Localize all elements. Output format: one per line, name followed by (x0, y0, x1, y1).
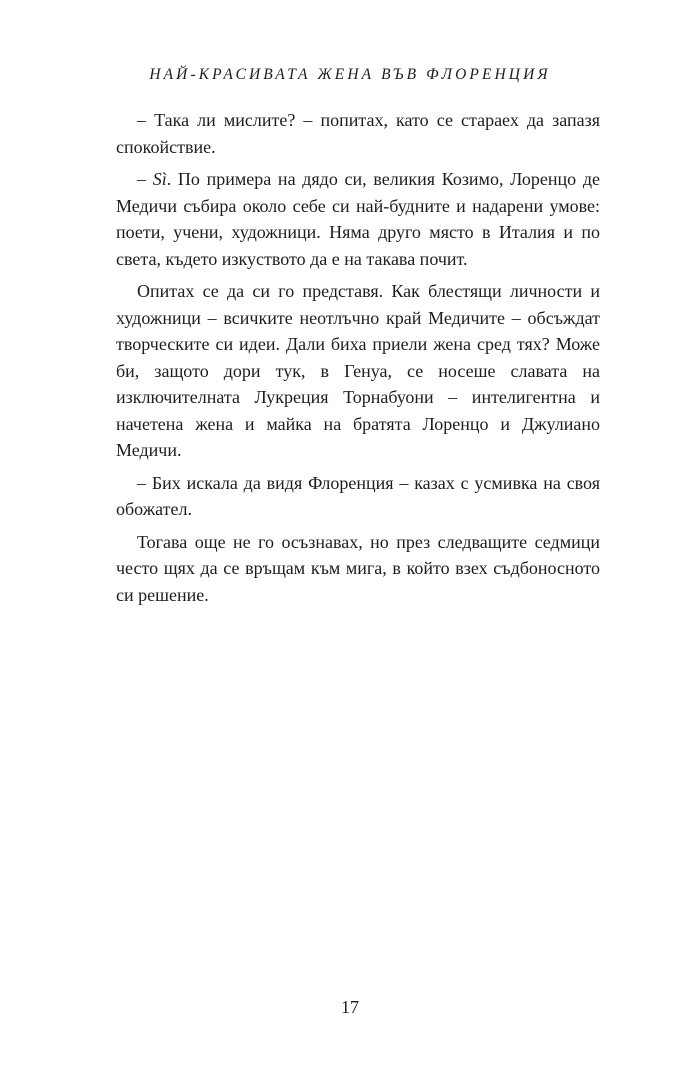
paragraph-3 (116, 278, 600, 464)
paragraph-2-prefix: – (137, 169, 153, 189)
paragraph-1-text: – Така ли мислите? – попитах, като се стараех да запазя спокойствие. (116, 110, 600, 157)
italic-word: Sì (152, 169, 167, 189)
page-number: 17 (341, 997, 359, 1017)
paragraph-2-text: . По примера на дядо си, великия Козимо, Лоренцо де Медичи събира около себе си най-будните и надарени умове: поети, учени, художници. Няма друго място в Италия и по света, където изкуството да е на такава почит. (116, 169, 600, 269)
paragraph-4-text: – Бих искала да видя Флоренция – казах с усмивка на своя обожател. (116, 472, 600, 519)
body-text (116, 107, 600, 608)
paragraph-2 (116, 166, 600, 272)
running-head: НАЙ-КРАСИВАТА ЖЕНА ВЪВ ФЛОРЕНЦИЯ (149, 66, 551, 83)
paragraph-1 (116, 107, 600, 160)
paragraph-5-text: Тогава още не го осъзнавах, но през следващите седмици често щях да се връщам към мига, в който взех съдбоносното си решение. (116, 531, 600, 605)
paragraph-4 (116, 470, 600, 523)
paragraph-5 (116, 529, 600, 609)
paragraph-3-text: Опитах се да си го представя. Как блестящи личности и художници – всичките неотлъчно край Медичите – обсъждат творческите си идеи. Дали биха приели жена сред тях? Може би, защото дори тук, в Генуа, се носеше славата на изключителната Лукреция Торнабуони – интелигентна и начетена жена и майка на братята Лоренцо и Джулиано Медичи. (116, 281, 600, 460)
